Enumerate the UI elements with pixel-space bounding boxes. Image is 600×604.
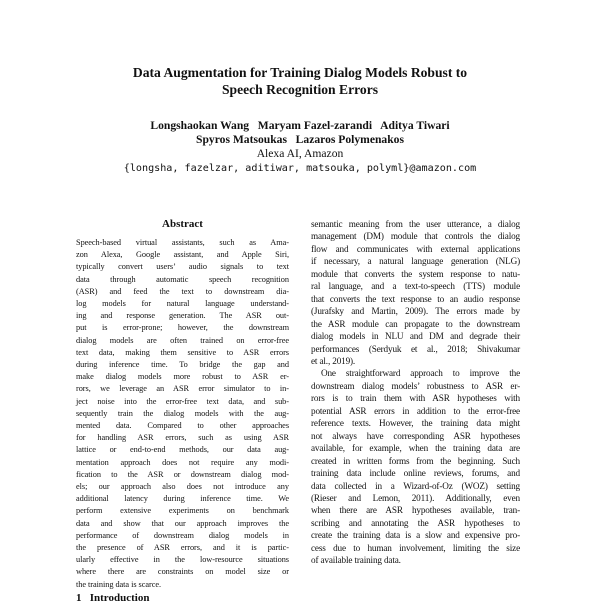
abstract-line: zon Alexa, Google assistant, and Apple Siri, [76,250,289,260]
paper-title [60,64,540,98]
authors-line-2: Spyros Matsoukas Lazaros Polymenakos [196,133,404,146]
body-line: training data include online reviews, forums, and [311,468,520,479]
body-line: dialog models in NLU and DM and degrade their [311,331,520,342]
body-line: the ASR module can propagate to the downstream [311,318,520,329]
abstract-line: ject noise into the error-free text data, and sub- [76,396,289,406]
body-line: of available training data. [311,555,401,566]
body-line: data collected in a Wizard-of-Oz (WOZ) setting [311,480,520,491]
abstract-line: put is error-prone; however, the downstream [76,323,289,333]
abstract-line: els; our approach also does not introduce any [76,482,289,492]
body-line: module that converts the system response to natu- [311,268,520,279]
abstract-line: data and show that our approach improves the [76,518,289,528]
body-line: (Jurafsky and Martin, 2009). The errors made by [311,306,520,317]
abstract-line: text data, making them sensitive to ASR errors [76,347,289,357]
abstract-line: the presence of ASR errors, and it is partic- [76,543,289,553]
author-block [60,119,540,176]
right-column [311,218,520,567]
body-line: reference texts. However, the training data might [311,418,520,429]
abstract-line: mented data. Compared to other approaches [76,421,289,431]
abstract-heading: Abstract [162,218,203,230]
body-line: One straightforward approach to improve the [321,368,520,379]
body-line: when there are ASR hypotheses available, tran- [311,505,520,516]
right-column-body [311,218,520,567]
abstract-line: the training data is scarce. [76,579,161,589]
body-line: rors is to train them with ASR hypotheses with [311,393,520,404]
abstract-line: where there are constraints on model size or [76,567,289,577]
abstract-line: make dialog models more robust to ASR er- [76,372,289,382]
abstract-line: log models for natural language understand- [76,299,289,309]
abstract-line: dialog models are often trained on error-free [76,335,289,345]
abstract-line: mentation approach does not require any modi- [76,457,289,467]
abstract-line: performance of downstream dialog models in [76,530,289,540]
title-line-2: Speech Recognition Errors [221,82,379,97]
abstract-line: Speech-based virtual assistants, such as Ama- [76,238,289,247]
abstract-line: additional latency during inference time. We [76,494,289,504]
abstract-line: during inference time. To bridge the gap and [76,360,289,370]
abstract-line: (ASR) and feed the text to downstream dia- [76,286,289,296]
body-line: created in written forms from the beginning. Such [311,455,520,466]
body-line: ral language, and a text-to-speech (TTS) module [311,281,520,292]
abstract-body [76,237,289,591]
title-line-1: Data Augmentation for Training Dialog Models Robust to [132,65,468,80]
abstract-line: lattice or end-to-end methods, our data aug- [76,445,289,455]
body-line: (Rieser and Lemon, 2011). Additionally, even [311,492,520,503]
abstract-line: fication to the ASR or downstream dialog mod- [76,469,289,479]
authors-line-1: Longshaokan Wang Maryam Fazel-zarandi Aditya Tiwari [150,119,450,132]
abstract-line: perform extensive experiments on benchmark [76,506,289,516]
left-column [76,218,289,591]
abstract-line: typically convert users’ audio signals to text [76,262,289,272]
body-line: if necessary, a natural language generation (NLG) [311,256,520,267]
author-emails: {longsha, fazelzar, aditiwar, matsouka, polyml}@amazon.com [123,163,477,174]
body-line: performances (Serdyuk et al., 2018; Shivakumar [311,343,520,354]
abstract-line: ing and response generation. The ASR out- [76,311,289,321]
body-line: semantic meaning from the user utterance, a dialog [311,219,520,229]
body-line: not always have corresponding ASR hypotheses [311,430,520,441]
body-line: cess due to human involvement, limiting the size [311,542,520,553]
body-line: flow and communicates with external applications [311,243,520,254]
body-line: that converts the text response to an audio response [311,293,520,304]
body-line: create the training data is a slow and expensive pro- [311,530,520,541]
body-line: downstream dialog models’ robustness to ASR er- [311,380,520,391]
body-line: available, for example, when the training data are [311,443,520,454]
abstract-line: sequently train the dialog models with the aug- [76,408,289,418]
body-line: potential ASR errors in addition to the error-free [311,405,520,416]
abstract-line: for handling ASR errors, such as using ASR [76,433,289,443]
body-line: management (DM) module that controls the dialog [311,231,520,242]
body-line: scribing and annotating the ASR hypotheses to [311,517,520,528]
body-line: et al., 2019). [311,355,356,366]
affiliation: Alexa AI, Amazon [256,147,344,160]
section-heading: 1 Introduction [76,592,150,604]
abstract-line: rors, we leverage an ASR error simulator to in- [76,384,289,394]
abstract-line: ularly effective in the low-resource situations [76,555,289,565]
abstract-line: data through automatic speech recognition [76,274,289,284]
